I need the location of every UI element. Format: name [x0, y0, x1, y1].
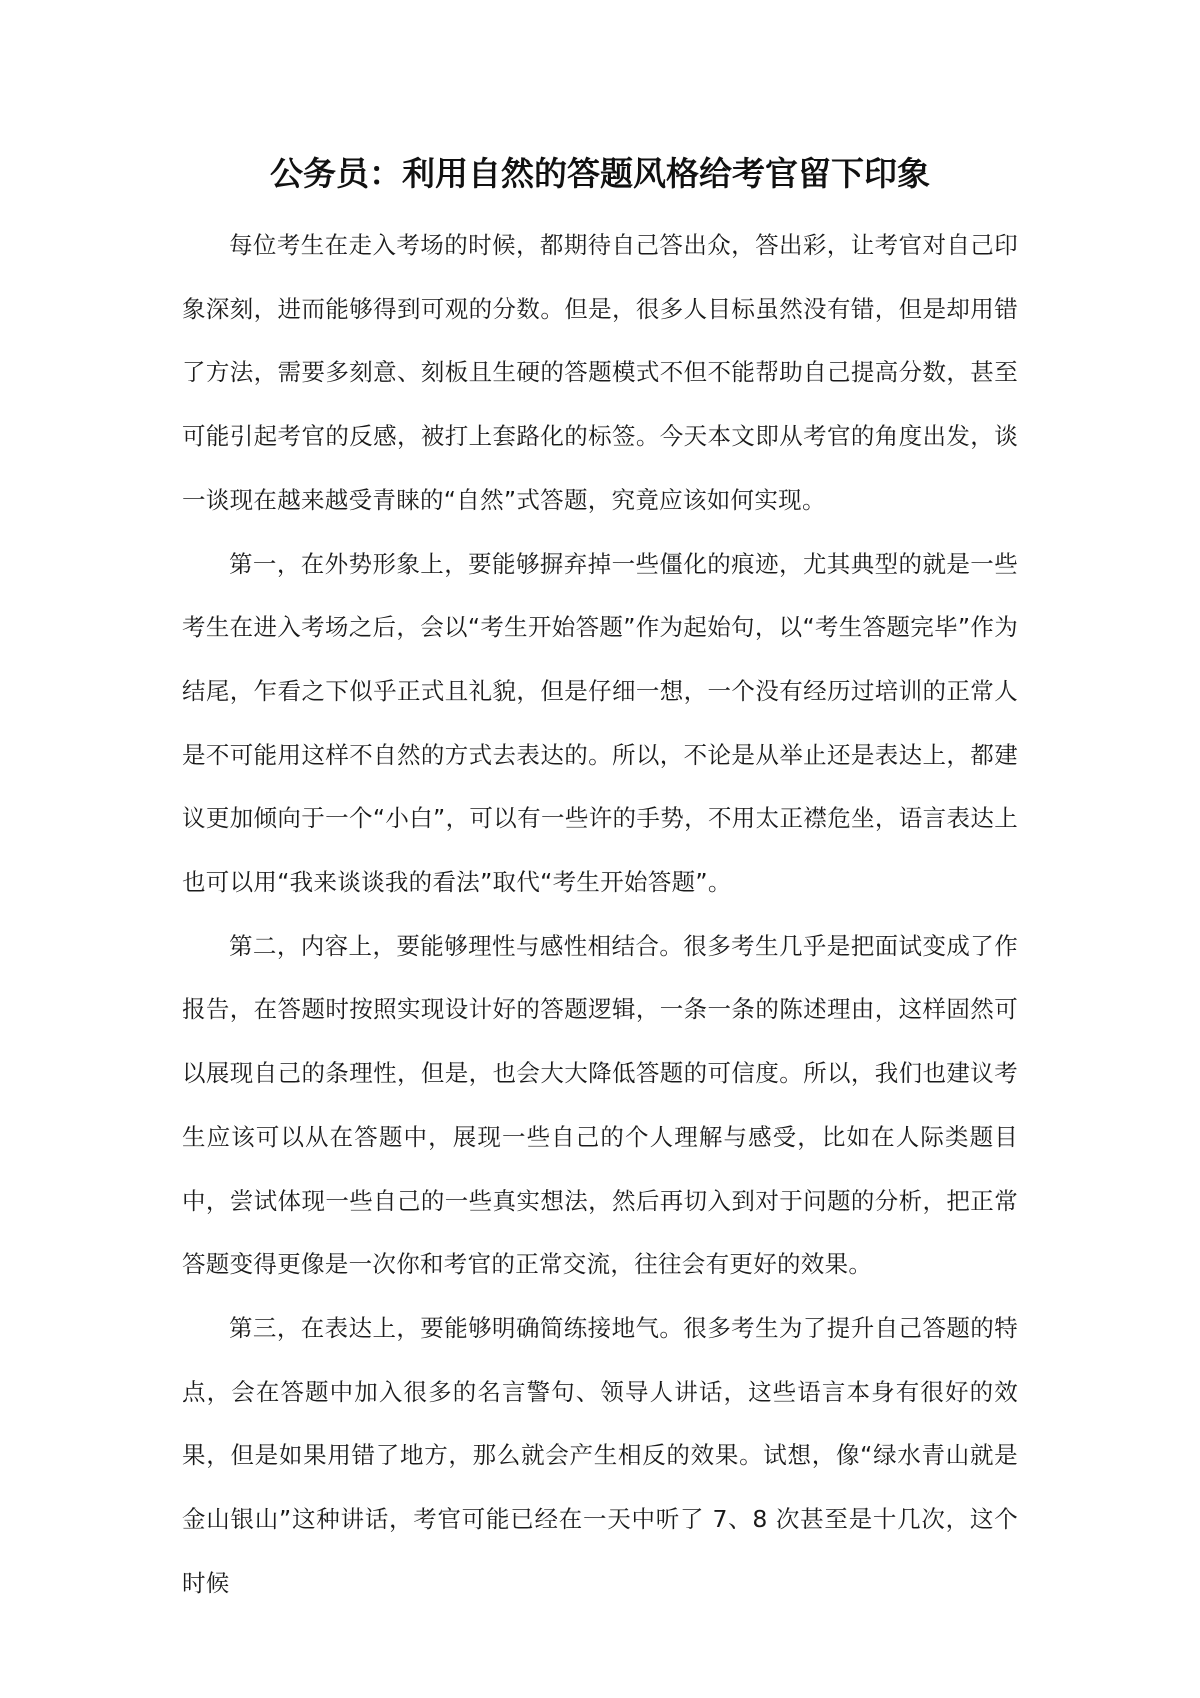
- paragraph-first-point: 第一，在外势形象上，要能够摒弃掉一些僵化的痕迹，尤其典型的就是一些考生在进入考场之后，会以“考生开始答题”作为起始句，以“考生答题完毕”作为结尾，乍看之下似乎正式且礼貌，但是仔细一想，一个没有经历过培训的正常人是不可能用这样不自然的方式去表达的。所以，不论是从举止还是表达上，都建议更加倾向于一个“小白”，可以有一些许的手势，不用太正襟危坐，语言表达上也可以用“我来谈谈我的看法”取代“考生开始答题”。: [182, 549, 1018, 897]
- paragraph-second-point: 第二，内容上，要能够理性与感性相结合。很多考生几乎是把面试变成了作报告，在答题时按照实现设计好的答题逻辑，一条一条的陈述理由，这样固然可以展现自己的条理性，但是，也会大大降低答题的可信度。所以，我们也建议考生应该可以从在答题中，展现一些自己的个人理解与感受，比如在人际类题目中，尝试体现一些自己的一些真实想法，然后再切入到对于问题的分析，把正常答题变得更像是一次你和考官的正常交流，往往会有更好的效果。: [182, 931, 1018, 1279]
- paragraph-third-point: 第三，在表达上，要能够明确简练接地气。很多考生为了提升自己答题的特点，会在答题中加入很多的名言警句、领导人讲话，这些语言本身有很好的效果，但是如果用错了地方，那么就会产生相反的效果。试想，像“绿水青山就是金山银山”这种讲话，考官可能已经在一天中听了 7、8 次甚至是十几次，这个时候: [182, 1313, 1018, 1597]
- document-title: 公务员：利用自然的答题风格给考官留下印象: [270, 154, 930, 193]
- document-body: [182, 214, 1018, 1615]
- paragraph-intro: 每位考生在走入考场的时候，都期待自己答出众，答出彩，让考官对自己印象深刻，进而能够得到可观的分数。但是，很多人目标虽然没有错，但是却用错了方法，需要多刻意、刻板且生硬的答题模式不但不能帮助自己提高分数，甚至可能引起考官的反感，被打上套路化的标签。今天本文即从考官的角度出发，谈一谈现在越来越受青睐的“自然”式答题，究竟应该如何实现。: [182, 231, 1018, 514]
